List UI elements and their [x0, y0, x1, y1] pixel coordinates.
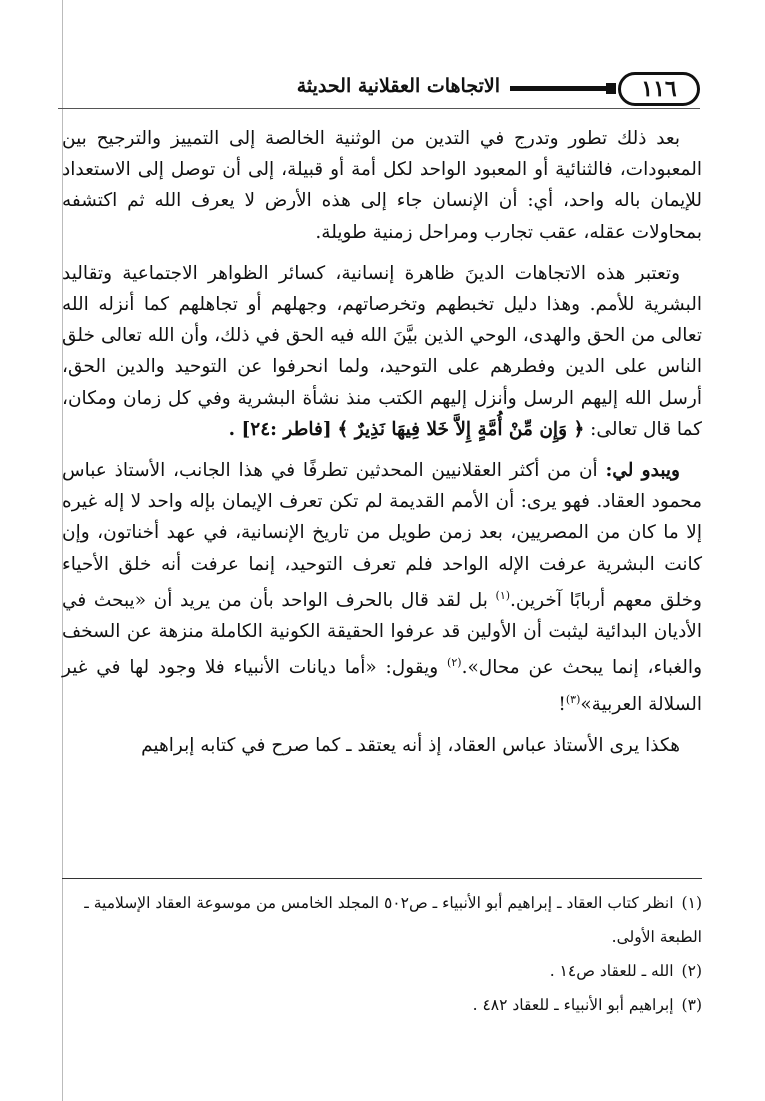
footnote-ref-1: (١) — [495, 588, 511, 602]
footnote-3-text: إبراهيم أبو الأنبياء ـ للعقاد ٤٨٢ . — [472, 996, 674, 1014]
footnotes — [62, 886, 702, 1022]
footnote-divider — [62, 878, 702, 879]
verse-reference: [فاطر :٢٤] . — [228, 418, 332, 440]
header-divider — [58, 108, 700, 109]
page-header — [58, 72, 700, 112]
quran-verse: ﴿ وَإِن مِّنْ أُمَّةٍ إِلاَّ خَلا فِيهَا نَذِيرٌ ﴾ — [337, 418, 585, 440]
paragraph-3-lead: ويبدو لي: — [605, 460, 680, 482]
paragraph-3 — [62, 455, 702, 720]
running-title: الاتجاهات العقلانية الحديثة — [296, 75, 500, 97]
main-text — [62, 123, 702, 771]
footnote-1-text: انظر كتاب العقاد ـ إبراهيم أبو الأنبياء ـ ص٥٠٢ المجلد الخامس من موسوعة العقاد الإسلامية ـ الطبعة الأولى. — [84, 894, 702, 946]
footnote-1 — [62, 886, 702, 954]
paragraph-3-quote: بل لقد قال بالحرف الواحد بأن من يريد أن «يبحث في الأديان البدائية ليثبت أن الأولين قد عرفوا الحقيقة الكونية الكاملة منزهة عن السخف والغباء، إنما يبحث عن محال». — [62, 590, 702, 679]
paragraph-2-text: وتعتبر هذه الاتجاهات الدينَ ظاهرة إنسانية، كسائر الظواهر الاجتماعية وتقاليد البشرية للأمم. وهذا دليل تخبطهم وتخرصاتهم، وجهلهم أو تجاهلهم كما أنزله الله تعالى من الحق والهدى، الوحي الذين بيَّنَ الله فيه الحق في ذلك، وأن الله تعالى خلق الناس على الدين وفطرهم على التوحيد، ولما انحرفوا عن التوحيد والدين الحق، أرسل الله إليهم الرسل وأنزل إليهم الكتب منذ نشأة البشرية وفي كل زمان ومكان، كما قال تعالى: — [62, 262, 702, 440]
paragraph-3-end: ! — [558, 693, 566, 715]
footnote-3 — [62, 988, 702, 1022]
footnote-2 — [62, 954, 702, 988]
paragraph-4: هكذا يرى الأستاذ عباس العقاد، إذ أنه يعتقد ـ كما صرح في كتابه إبراهيم — [141, 735, 680, 757]
header-ornament-bar — [510, 86, 608, 91]
paragraph-3-quote-2: ويقول: «أما ديانات الأنبياء فلا وجود لها في غير السلالة العربية» — [62, 657, 702, 715]
footnote-1-number: (١) — [681, 894, 702, 912]
footnote-ref-2: (٢) — [447, 656, 462, 670]
paragraph-1: بعد ذلك تطور وتدرج في التدين من الوثنية الخالصة إلى التمييز والترجيح بين المعبودات، فالثنائية أو المعبود الواحد لكل أمة أو قبيلة، إلى أن توصل إلى الاستعداد للإيمان باله واحد، أي: أن الإنسان جاء إلى هذه الأرض لا يعرف الله ثم اكتشفه بمحاولات عقله، عقب تجارب ومراحل زمنية طويلة. — [62, 128, 702, 243]
footnote-2-text: الله ـ للعقاد ص١٤ . — [549, 962, 674, 980]
footnote-2-number: (٢) — [681, 962, 702, 980]
paragraph-2 — [62, 258, 702, 445]
paragraph-3-text: أن من أكثر العقلانيين المحدثين تطرفًا في هذا الجانب، الأستاذ عباس محمود العقاد. فهو يرى: أن الأمم القديمة لم تكن تعرف الإيمان بإله واحد لا إله غيره إلا ما كان من المصريين، بعد زمن طويل من تاريخ الإنسانية، في عهد أخناتون، وإن كانت البشرية عرفت الإله الواحد فلم تعرف التوحيد، إنما عرفت أنه خلق الأحياء وخلق معهم أربابًا آخرين. — [62, 460, 702, 611]
page-number: ١١٦ — [618, 72, 700, 106]
footnote-ref-3: (٣) — [565, 692, 581, 706]
footnote-3-number: (٣) — [681, 996, 702, 1014]
